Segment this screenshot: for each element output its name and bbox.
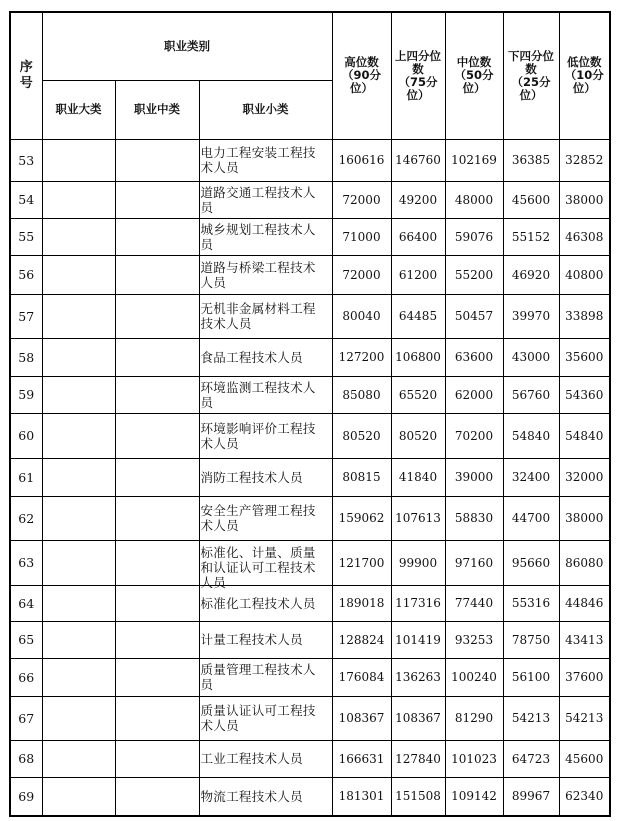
table-row [10, 294, 610, 338]
cell-p90: 127200 [332, 338, 391, 376]
cell-minor-text: 质量认证认可工程技术人员 [200, 703, 316, 733]
cell-seq: 59 [10, 376, 42, 413]
cell-p50: 39000 [445, 458, 503, 496]
cell-seq: 56 [10, 255, 42, 294]
cell-minor [199, 540, 332, 590]
cell-p25: 54213 [503, 696, 559, 740]
cell-minor-text: 工业工程技术人员 [200, 751, 303, 766]
cell-minor [199, 777, 332, 816]
cell-p10: 43413 [559, 621, 610, 658]
cell-middle [115, 294, 199, 338]
cell-p90: 85080 [332, 376, 391, 413]
cell-p90: 128824 [332, 621, 391, 658]
cell-seq: 58 [10, 338, 42, 376]
cell-p50: 93253 [445, 621, 503, 658]
cell-minor-text: 标准化工程技术人员 [200, 595, 316, 611]
cell-p10: 54360 [559, 376, 610, 413]
cell-minor [199, 139, 332, 181]
cell-middle [115, 740, 199, 777]
cell-minor [199, 621, 332, 658]
cell-minor [199, 696, 332, 740]
cell-p50: 48000 [445, 181, 503, 218]
cell-p50: 70200 [445, 413, 503, 458]
cell-minor-text: 无机非金属材料工程技术人员 [200, 301, 316, 331]
cell-p25: 44700 [503, 496, 559, 540]
cell-major [42, 255, 115, 294]
cell-p10: 40800 [559, 255, 610, 294]
cell-p90: 121700 [332, 540, 391, 585]
cell-seq: 64 [10, 585, 42, 621]
header-row-top [10, 12, 610, 80]
cell-p10: 38000 [559, 496, 610, 540]
table-row [10, 218, 610, 255]
cell-minor-text: 食品工程技术人员 [200, 349, 303, 365]
cell-p75: 136263 [391, 658, 445, 696]
cell-p75: 127840 [391, 740, 445, 777]
cell-middle [115, 540, 199, 585]
cell-seq: 57 [10, 294, 42, 338]
cell-p50: 102169 [445, 139, 503, 181]
cell-p75: 99900 [391, 540, 445, 585]
cell-minor [199, 181, 332, 218]
cell-p90: 80520 [332, 413, 391, 458]
cell-p90: 181301 [332, 777, 391, 816]
cell-p50: 58830 [445, 496, 503, 540]
cell-minor-text: 道路与桥梁工程技术人员 [200, 259, 316, 290]
table-row [10, 338, 610, 376]
cell-p25: 39970 [503, 294, 559, 338]
header-seq: 序号 [10, 12, 42, 139]
cell-middle [115, 496, 199, 540]
cell-p50: 55200 [445, 255, 503, 294]
cell-p90: 72000 [332, 181, 391, 218]
cell-p50: 101023 [445, 740, 503, 777]
cell-p10: 54840 [559, 413, 610, 458]
cell-minor [199, 338, 332, 376]
cell-major [42, 181, 115, 218]
cell-middle [115, 338, 199, 376]
cell-p10: 32000 [559, 458, 610, 496]
cell-p90: 176084 [332, 658, 391, 696]
cell-seq: 67 [10, 696, 42, 740]
cell-p90: 72000 [332, 255, 391, 294]
table-row [10, 740, 610, 777]
cell-p75: 106800 [391, 338, 445, 376]
cell-p25: 56760 [503, 376, 559, 413]
cell-p50: 97160 [445, 540, 503, 585]
cell-major [42, 621, 115, 658]
table-row [10, 585, 610, 621]
cell-minor [199, 658, 332, 696]
cell-p50: 100240 [445, 658, 503, 696]
cell-seq: 54 [10, 181, 42, 218]
cell-p25: 45600 [503, 181, 559, 218]
cell-p75: 64485 [391, 294, 445, 338]
cell-p25: 46920 [503, 255, 559, 294]
cell-p10: 46308 [559, 218, 610, 255]
cell-p25: 64723 [503, 740, 559, 777]
cell-middle [115, 413, 199, 458]
cell-p50: 77440 [445, 585, 503, 621]
cell-major [42, 338, 115, 376]
cell-p90: 80040 [332, 294, 391, 338]
cell-p25: 55152 [503, 218, 559, 255]
table-row [10, 496, 610, 540]
cell-p50: 81290 [445, 696, 503, 740]
table-row [10, 458, 610, 496]
table-row [10, 413, 610, 458]
cell-p10: 44846 [559, 585, 610, 621]
cell-p10: 86080 [559, 540, 610, 585]
cell-p50: 62000 [445, 376, 503, 413]
cell-p75: 117316 [391, 585, 445, 621]
salary-table [9, 11, 611, 817]
cell-p75: 108367 [391, 696, 445, 740]
table-row [10, 777, 610, 816]
cell-p75: 146760 [391, 139, 445, 181]
table-row [10, 139, 610, 181]
cell-middle [115, 255, 199, 294]
header-middle: 职业中类 [115, 80, 199, 139]
cell-minor [199, 294, 332, 338]
table-row [10, 181, 610, 218]
cell-minor-text: 计量工程技术人员 [200, 632, 303, 647]
cell-p25: 54840 [503, 413, 559, 458]
table-row [10, 658, 610, 696]
cell-p75: 151508 [391, 777, 445, 816]
cell-minor [199, 585, 332, 621]
cell-middle [115, 139, 199, 181]
cell-p90: 160616 [332, 139, 391, 181]
header-p25: 下四分位 数 （25分 位） [503, 12, 559, 139]
cell-minor-text: 消防工程技术人员 [200, 469, 303, 485]
cell-p10: 38000 [559, 181, 610, 218]
cell-p50: 59076 [445, 218, 503, 255]
cell-minor [199, 740, 332, 777]
cell-major [42, 376, 115, 413]
cell-seq: 60 [10, 413, 42, 458]
cell-p75: 65520 [391, 376, 445, 413]
table-row [10, 255, 610, 294]
cell-minor-text: 道路交通工程技术人员 [200, 184, 316, 215]
cell-minor-text: 物流工程技术人员 [200, 788, 303, 804]
header-category: 职业类别 [42, 12, 332, 80]
cell-p50: 63600 [445, 338, 503, 376]
cell-p75: 66400 [391, 218, 445, 255]
cell-p75: 61200 [391, 255, 445, 294]
table-row [10, 540, 610, 585]
cell-p25: 32400 [503, 458, 559, 496]
header-p90: 高位数 （90分 位） [332, 12, 391, 139]
cell-p25: 36385 [503, 139, 559, 181]
cell-p10: 37600 [559, 658, 610, 696]
cell-seq: 65 [10, 621, 42, 658]
cell-p90: 108367 [332, 696, 391, 740]
cell-seq: 69 [10, 777, 42, 816]
cell-major [42, 139, 115, 181]
header-minor: 职业小类 [199, 80, 332, 139]
cell-minor-text: 质量管理工程技术人员 [200, 662, 316, 692]
cell-seq: 68 [10, 740, 42, 777]
cell-minor-text: 安全生产管理工程技术人员 [200, 503, 316, 533]
cell-p75: 49200 [391, 181, 445, 218]
cell-p25: 56100 [503, 658, 559, 696]
cell-p10: 35600 [559, 338, 610, 376]
cell-middle [115, 696, 199, 740]
cell-p75: 41840 [391, 458, 445, 496]
cell-p10: 32852 [559, 139, 610, 181]
cell-minor-text: 电力工程安装工程技术人员 [200, 145, 316, 175]
cell-minor [199, 496, 332, 540]
cell-p10: 45600 [559, 740, 610, 777]
cell-minor-text: 标准化、计量、质量和认证认可工程技术人员 [200, 544, 316, 590]
cell-middle [115, 621, 199, 658]
table-row [10, 696, 610, 740]
cell-p75: 80520 [391, 413, 445, 458]
cell-p90: 80815 [332, 458, 391, 496]
cell-major [42, 696, 115, 740]
cell-middle [115, 458, 199, 496]
cell-p10: 33898 [559, 294, 610, 338]
cell-p90: 71000 [332, 218, 391, 255]
cell-middle [115, 658, 199, 696]
table-row [10, 376, 610, 413]
cell-major [42, 658, 115, 696]
cell-seq: 53 [10, 139, 42, 181]
cell-major [42, 585, 115, 621]
cell-p90: 166631 [332, 740, 391, 777]
cell-major [42, 777, 115, 816]
cell-seq: 55 [10, 218, 42, 255]
cell-minor [199, 218, 332, 255]
cell-seq: 62 [10, 496, 42, 540]
cell-p10: 54213 [559, 696, 610, 740]
cell-p50: 109142 [445, 777, 503, 816]
cell-major [42, 413, 115, 458]
cell-minor-text: 城乡规划工程技术人员 [200, 221, 316, 252]
cell-seq: 63 [10, 540, 42, 585]
header-p75: 上四分位 数 （75分 位） [391, 12, 445, 139]
cell-middle [115, 585, 199, 621]
cell-p25: 55316 [503, 585, 559, 621]
cell-seq: 61 [10, 458, 42, 496]
cell-p50: 50457 [445, 294, 503, 338]
cell-p90: 159062 [332, 496, 391, 540]
cell-major [42, 740, 115, 777]
cell-major [42, 218, 115, 255]
header-p50: 中位数 （50分 位） [445, 12, 503, 139]
cell-middle [115, 218, 199, 255]
cell-major [42, 496, 115, 540]
cell-major [42, 540, 115, 585]
cell-major [42, 458, 115, 496]
cell-minor-text: 环境监测工程技术人员 [200, 379, 316, 410]
cell-middle [115, 777, 199, 816]
cell-minor [199, 376, 332, 413]
cell-p75: 101419 [391, 621, 445, 658]
cell-minor-text: 环境影响评价工程技术人员 [200, 420, 316, 451]
cell-middle [115, 181, 199, 218]
cell-seq: 66 [10, 658, 42, 696]
cell-middle [115, 376, 199, 413]
cell-p25: 95660 [503, 540, 559, 585]
cell-p25: 78750 [503, 621, 559, 658]
cell-p25: 43000 [503, 338, 559, 376]
header-p10: 低位数 （10分 位） [559, 12, 610, 139]
cell-p10: 62340 [559, 777, 610, 816]
cell-p90: 189018 [332, 585, 391, 621]
header-major: 职业大类 [42, 80, 115, 139]
cell-minor [199, 413, 332, 458]
cell-p75: 107613 [391, 496, 445, 540]
cell-minor [199, 458, 332, 496]
cell-major [42, 294, 115, 338]
cell-minor [199, 255, 332, 294]
table-row [10, 621, 610, 658]
cell-p25: 89967 [503, 777, 559, 816]
